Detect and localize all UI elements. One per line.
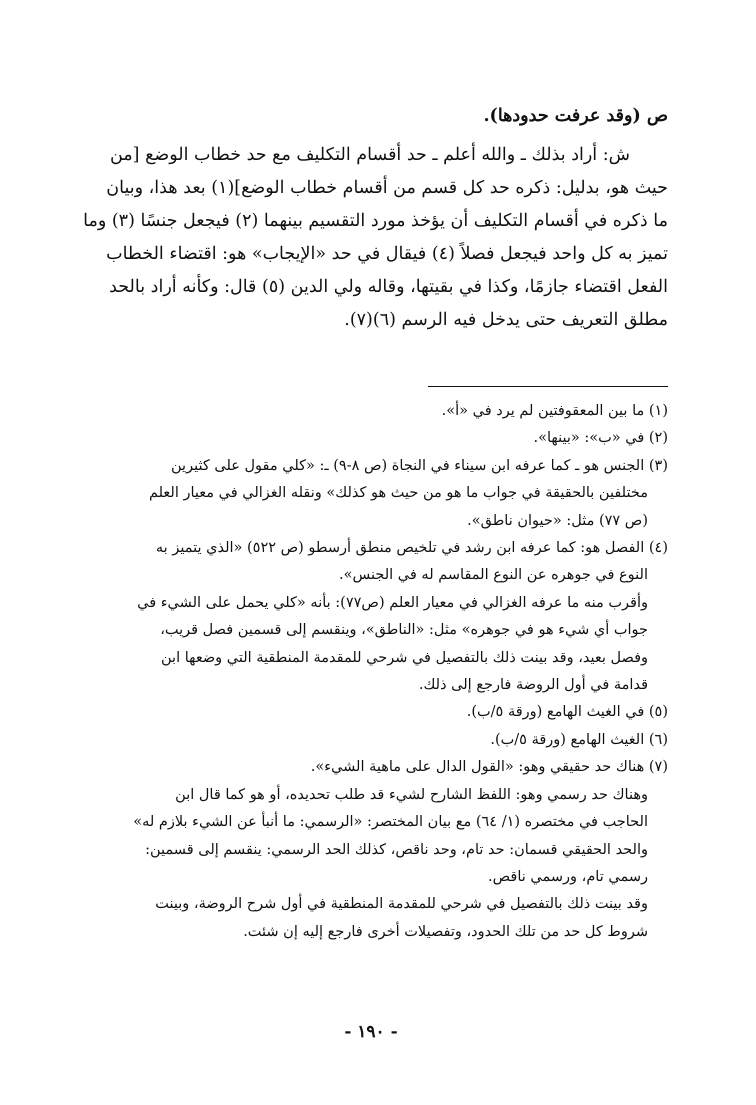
main-text-line: مطلق التعريف حتى يدخل فيه الرسم (٦)(٧). — [344, 310, 668, 330]
footnote-line: (٢) في «ب»: «بينها». — [533, 430, 668, 447]
main-text-line: ما ذكره في أقسام التكليف أن يؤخذ مورد التقسيم بينهما (٢) فيجعل جنسًا (٣) وما — [83, 211, 668, 231]
heading-line: ص (وقد عرفت حدودها). — [483, 106, 668, 126]
main-text-line: تميز به كل واحد فيجعل فصلاً (٤) فيقال في حد «الإيجاب» هو: اقتضاء الخطاب — [106, 244, 668, 264]
footnote-line: (٤) الفصل هو: كما عرفه ابن رشد في تلخيص منطق أرسطو (ص ٥٢٢) «الذي يتميز به — [155, 540, 668, 557]
footnote-line: (١) ما بين المعقوفتين لم يرد في «أ». — [441, 403, 668, 419]
footnote-line: النوع في جوهره عن النوع المقاسم له في الجنس». — [339, 567, 648, 584]
footnote-line: وفصل بعيد، وقد بينت ذلك بالتفصيل في شرحي للمقدمة المنطقية التي وضعها ابن — [161, 649, 648, 666]
page-body — [74, 100, 668, 1042]
main-text-line: الفعل اقتضاء جازمًا، وكذا في بقيتها، وقاله ولي الدين (٥) قال: وكأنه أراد بالحد — [109, 277, 668, 297]
footnote-separator — [428, 386, 668, 387]
footnote-line: (٦) الغيث الهامع (ورقة ٥/ب). — [490, 731, 668, 748]
footnote-line: (٣) الجنس هو ـ كما عرفه ابن سيناء في النجاة (ص ٨-٩) ـ: «كلي مقول على كثيرين — [171, 457, 668, 474]
footnote-line: وهناك حد رسمي وهو: اللفظ الشارح لشيء قد طلب تحديده، أو هو كما قال ابن — [175, 786, 648, 803]
main-text-line: ش: أراد بذلك ـ والله أعلم ـ حد أقسام التكليف مع حد خطاب الوضع [من — [109, 145, 630, 165]
footnote-line: شروط كل حد من تلك الحدود، وتفصيلات أخرى فارجع إليه إن شئت. — [243, 923, 648, 940]
footnote-line: وأقرب منه ما عرفه الغزالي في معيار العلم (ص٧٧): بأنه «كلي يحمل على الشيء في — [137, 594, 648, 611]
footnote-line: (ص ٧٧) مثل: «حيوان ناطق». — [467, 512, 648, 529]
footnote-line: رسمي تام، ورسمي ناقص. — [488, 868, 648, 885]
footnote-line: جواب أي شيء هو في جوهره» مثل: «الناطق»، وينقسم إلى قسمين فصل قريب، — [160, 622, 648, 639]
main-text-line: حيث هو، بدليل: ذكره حد كل قسم من أقسام خطاب الوضع](١) بعد هذا، وبيان — [106, 178, 668, 198]
footnote-line: والحد الحقيقي قسمان: حد تام، وحد ناقص، كذلك الحد الرسمي: ينقسم إلى قسمين: — [145, 841, 648, 858]
footnotes — [74, 398, 668, 946]
footnote-line: وقد بينت ذلك بالتفصيل في شرحي للمقدمة المنطقية في أول شرح الروضة، وبينت — [155, 896, 648, 913]
footnote-line: مختلفين بالحقيقة في جواب ما هو من حيث هو كذلك» ونقله الغزالي في معيار العلم — [148, 485, 648, 502]
footnote-line: قدامة في أول الروضة فارجع إلى ذلك. — [418, 677, 648, 694]
page-number: - ١٩٠ - — [344, 1022, 398, 1042]
footnote-line: (٥) في الغيث الهامع (ورقة ٥/ب). — [466, 704, 668, 721]
footnote-line: (٧) هناك حد حقيقي وهو: «القول الدال على ماهية الشيء». — [310, 759, 668, 776]
footnote-line: الحاجب في مختصره (١/ ٦٤) مع بيان المختصر: «الرسمي: ما أنبأ عن الشيء بلازم له» — [133, 814, 648, 831]
